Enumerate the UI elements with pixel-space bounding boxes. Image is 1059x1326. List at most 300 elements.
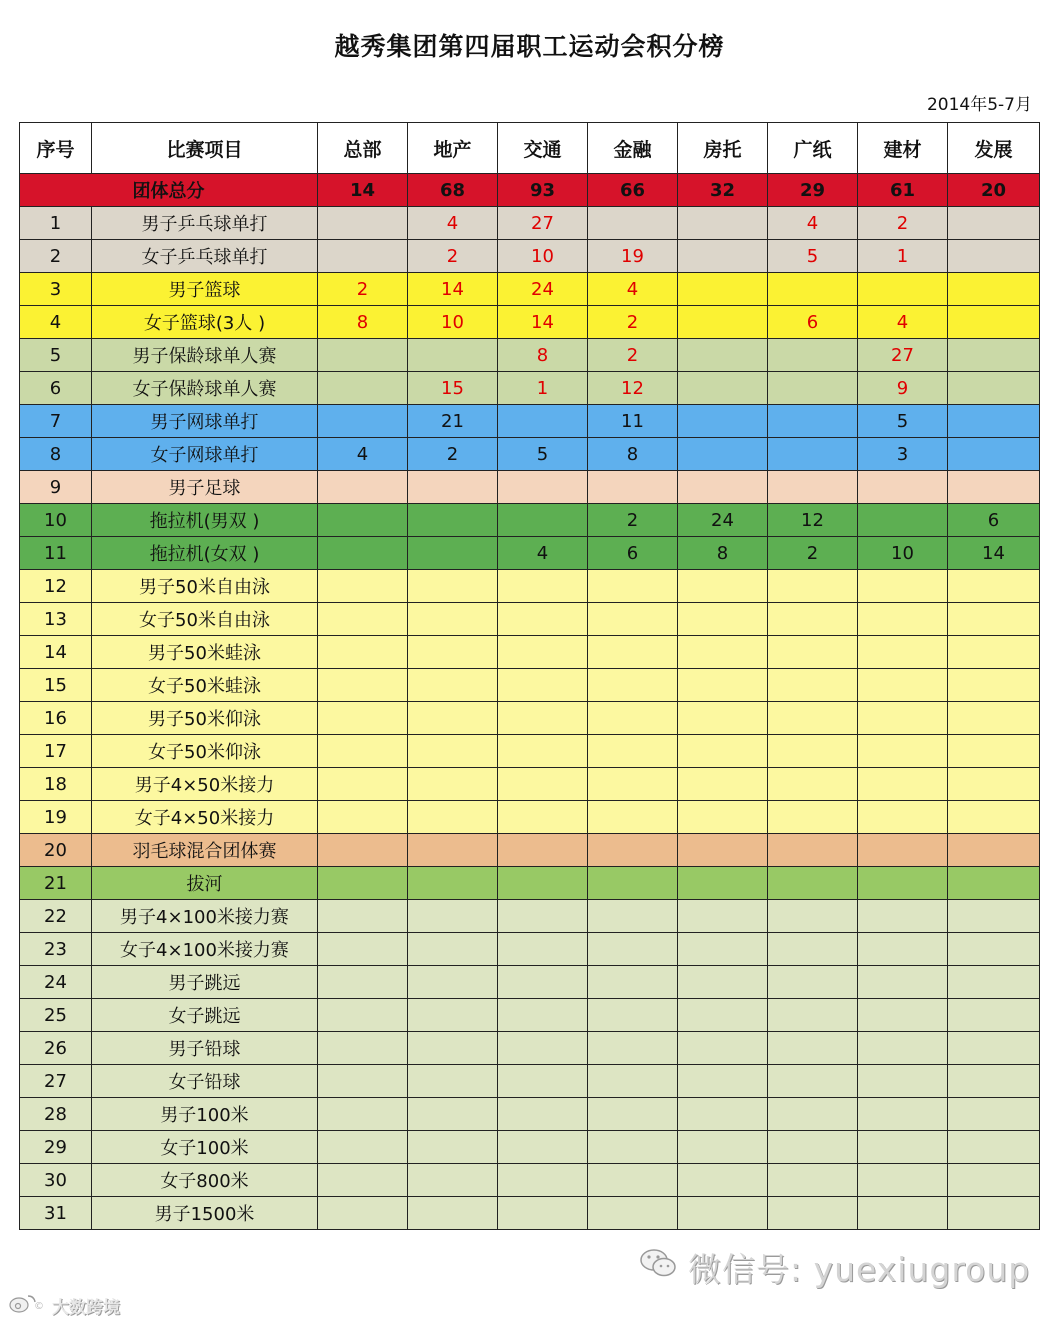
score-cell xyxy=(498,504,588,537)
score-cell: 10 xyxy=(498,240,588,273)
date-label: 2014年5-7月 xyxy=(926,95,1032,115)
score-cell xyxy=(678,735,768,768)
score-cell xyxy=(588,933,678,966)
score-cell xyxy=(318,471,408,504)
svg-text:©: © xyxy=(34,1301,44,1312)
score-cell xyxy=(948,603,1040,636)
score-cell: 5 xyxy=(498,438,588,471)
wechat-watermark xyxy=(650,1244,1030,1291)
event-name: 女子4×50米接力 xyxy=(92,801,318,834)
score-cell xyxy=(678,603,768,636)
score-cell xyxy=(318,999,408,1032)
score-cell xyxy=(588,669,678,702)
score-cell xyxy=(678,471,768,504)
event-name: 男子4×50米接力 xyxy=(92,768,318,801)
table-row xyxy=(20,636,1040,669)
score-cell xyxy=(318,603,408,636)
score-cell xyxy=(948,1032,1040,1065)
header-team: 建材 xyxy=(858,123,948,174)
score-cell xyxy=(768,1131,858,1164)
score-cell xyxy=(678,1065,768,1098)
event-name: 男子篮球 xyxy=(92,273,318,306)
header-team: 房托 xyxy=(678,123,768,174)
score-cell xyxy=(498,570,588,603)
score-cell xyxy=(498,1131,588,1164)
score-cell xyxy=(768,273,858,306)
score-cell xyxy=(408,1065,498,1098)
score-cell xyxy=(858,1164,948,1197)
score-cell xyxy=(498,933,588,966)
score-cell xyxy=(948,207,1040,240)
score-cell: 4 xyxy=(858,306,948,339)
score-cell: 12 xyxy=(588,372,678,405)
score-cell xyxy=(498,471,588,504)
score-cell xyxy=(768,1065,858,1098)
table-row xyxy=(20,933,1040,966)
score-cell: 2 xyxy=(858,207,948,240)
score-cell xyxy=(588,207,678,240)
event-name: 男子50米蛙泳 xyxy=(92,636,318,669)
score-cell xyxy=(858,900,948,933)
score-cell xyxy=(948,240,1040,273)
event-name: 男子乒乓球单打 xyxy=(92,207,318,240)
score-cell xyxy=(588,1032,678,1065)
score-cell xyxy=(588,1164,678,1197)
score-cell xyxy=(768,438,858,471)
score-cell xyxy=(498,834,588,867)
score-cell xyxy=(318,1197,408,1230)
score-cell xyxy=(318,339,408,372)
score-cell xyxy=(408,1098,498,1131)
score-cell xyxy=(498,1032,588,1065)
score-cell xyxy=(768,999,858,1032)
score-cell xyxy=(408,1164,498,1197)
score-cell xyxy=(948,999,1040,1032)
table-row xyxy=(20,1065,1040,1098)
score-cell xyxy=(948,372,1040,405)
score-cell xyxy=(408,999,498,1032)
score-cell xyxy=(948,1098,1040,1131)
score-cell xyxy=(408,1032,498,1065)
score-cell: 24 xyxy=(678,504,768,537)
row-number: 27 xyxy=(20,1065,92,1098)
score-cell xyxy=(858,999,948,1032)
score-cell xyxy=(948,801,1040,834)
score-cell xyxy=(678,867,768,900)
score-cell xyxy=(948,1065,1040,1098)
event-name: 拖拉机(女双 ) xyxy=(92,537,318,570)
score-cell xyxy=(678,900,768,933)
score-cell xyxy=(768,405,858,438)
event-name: 女子网球单打 xyxy=(92,438,318,471)
score-cell xyxy=(498,966,588,999)
score-cell xyxy=(498,702,588,735)
score-cell xyxy=(318,372,408,405)
event-name: 男子50米仰泳 xyxy=(92,702,318,735)
event-name: 男子网球单打 xyxy=(92,405,318,438)
score-cell xyxy=(678,339,768,372)
event-name: 女子800米 xyxy=(92,1164,318,1197)
row-number: 28 xyxy=(20,1098,92,1131)
score-cell: 2 xyxy=(588,339,678,372)
score-cell xyxy=(768,570,858,603)
row-number: 12 xyxy=(20,570,92,603)
score-cell xyxy=(768,1197,858,1230)
score-cell xyxy=(858,504,948,537)
header-team: 交通 xyxy=(498,123,588,174)
team-total-value: 93 xyxy=(498,174,588,207)
score-cell: 10 xyxy=(858,537,948,570)
table-row xyxy=(20,438,1040,471)
score-cell xyxy=(768,834,858,867)
score-cell xyxy=(768,603,858,636)
score-cell xyxy=(948,405,1040,438)
score-cell xyxy=(588,966,678,999)
team-total-label: 团体总分 xyxy=(20,174,318,207)
score-cell xyxy=(768,768,858,801)
score-cell xyxy=(678,966,768,999)
score-cell xyxy=(858,669,948,702)
header-team: 金融 xyxy=(588,123,678,174)
score-cell: 24 xyxy=(498,273,588,306)
row-number: 29 xyxy=(20,1131,92,1164)
score-cell xyxy=(498,999,588,1032)
score-cell xyxy=(678,999,768,1032)
score-cell xyxy=(318,834,408,867)
score-cell xyxy=(858,834,948,867)
table-row xyxy=(20,1164,1040,1197)
table-row xyxy=(20,867,1040,900)
event-name: 女子50米自由泳 xyxy=(92,603,318,636)
row-number: 25 xyxy=(20,999,92,1032)
score-cell xyxy=(678,438,768,471)
row-number: 2 xyxy=(20,240,92,273)
wechat-watermark-text: 微信号: yuexiugroup xyxy=(688,1250,1031,1289)
score-cell xyxy=(498,405,588,438)
score-cell xyxy=(858,867,948,900)
score-cell: 2 xyxy=(588,504,678,537)
score-cell: 14 xyxy=(408,273,498,306)
score-cell xyxy=(948,1164,1040,1197)
score-cell xyxy=(318,1131,408,1164)
event-name: 男子50米自由泳 xyxy=(92,570,318,603)
score-cell xyxy=(408,504,498,537)
score-cell xyxy=(588,999,678,1032)
weibo-watermark-text: 大数跨境 xyxy=(52,1298,120,1318)
row-number: 17 xyxy=(20,735,92,768)
score-cell xyxy=(678,1131,768,1164)
score-cell: 8 xyxy=(588,438,678,471)
table-row xyxy=(20,999,1040,1032)
score-cell xyxy=(498,669,588,702)
score-cell: 8 xyxy=(318,306,408,339)
score-cell: 9 xyxy=(858,372,948,405)
score-cell: 8 xyxy=(498,339,588,372)
event-name: 拖拉机(男双 ) xyxy=(92,504,318,537)
header-team: 地产 xyxy=(408,123,498,174)
score-cell xyxy=(588,1197,678,1230)
score-cell xyxy=(768,801,858,834)
score-cell xyxy=(678,669,768,702)
row-number: 19 xyxy=(20,801,92,834)
score-cell xyxy=(408,339,498,372)
row-number: 3 xyxy=(20,273,92,306)
row-number: 10 xyxy=(20,504,92,537)
score-cell: 27 xyxy=(498,207,588,240)
score-cell xyxy=(768,966,858,999)
table-row xyxy=(20,1098,1040,1131)
table-row xyxy=(20,801,1040,834)
row-number: 15 xyxy=(20,669,92,702)
score-cell xyxy=(408,933,498,966)
score-cell xyxy=(858,570,948,603)
score-cell xyxy=(858,471,948,504)
score-cell xyxy=(588,834,678,867)
score-cell xyxy=(768,702,858,735)
score-cell xyxy=(948,735,1040,768)
score-cell xyxy=(678,636,768,669)
event-name: 女子跳远 xyxy=(92,999,318,1032)
score-cell xyxy=(678,702,768,735)
score-cell xyxy=(408,471,498,504)
table-row xyxy=(20,900,1040,933)
score-cell xyxy=(318,801,408,834)
score-cell xyxy=(408,537,498,570)
score-cell xyxy=(948,834,1040,867)
team-total-value: 68 xyxy=(408,174,498,207)
score-cell xyxy=(858,603,948,636)
score-cell xyxy=(948,867,1040,900)
team-total-row xyxy=(20,174,1040,207)
score-cell xyxy=(318,867,408,900)
score-table xyxy=(19,122,1040,1230)
score-cell xyxy=(318,1098,408,1131)
score-cell: 6 xyxy=(768,306,858,339)
score-cell xyxy=(588,471,678,504)
score-cell: 14 xyxy=(498,306,588,339)
table-row xyxy=(20,702,1040,735)
score-cell: 2 xyxy=(318,273,408,306)
score-cell xyxy=(588,1131,678,1164)
score-cell xyxy=(588,900,678,933)
score-cell xyxy=(858,966,948,999)
table-row xyxy=(20,1131,1040,1164)
score-cell: 2 xyxy=(408,240,498,273)
table-row xyxy=(20,240,1040,273)
score-cell xyxy=(858,735,948,768)
row-number: 11 xyxy=(20,537,92,570)
score-cell xyxy=(948,933,1040,966)
score-cell xyxy=(768,636,858,669)
table-row xyxy=(20,471,1040,504)
score-cell xyxy=(318,702,408,735)
table-row xyxy=(20,768,1040,801)
score-cell xyxy=(498,867,588,900)
score-cell xyxy=(858,1065,948,1098)
score-cell xyxy=(948,702,1040,735)
event-name: 男子保龄球单人赛 xyxy=(92,339,318,372)
row-number: 18 xyxy=(20,768,92,801)
score-cell xyxy=(768,867,858,900)
score-cell: 1 xyxy=(858,240,948,273)
event-name: 女子篮球(3人 ) xyxy=(92,306,318,339)
row-number: 7 xyxy=(20,405,92,438)
score-cell xyxy=(858,1131,948,1164)
score-cell xyxy=(678,240,768,273)
team-total-value: 20 xyxy=(948,174,1040,207)
score-cell xyxy=(318,735,408,768)
score-cell xyxy=(858,933,948,966)
row-number: 16 xyxy=(20,702,92,735)
event-name: 女子乒乓球单打 xyxy=(92,240,318,273)
table-row xyxy=(20,537,1040,570)
score-cell xyxy=(678,801,768,834)
row-number: 14 xyxy=(20,636,92,669)
score-cell xyxy=(588,1098,678,1131)
score-cell xyxy=(768,1032,858,1065)
score-cell xyxy=(318,504,408,537)
score-cell xyxy=(768,735,858,768)
score-cell xyxy=(678,768,768,801)
score-cell xyxy=(498,1065,588,1098)
score-cell xyxy=(408,603,498,636)
score-cell xyxy=(948,966,1040,999)
score-cell xyxy=(408,867,498,900)
table-row xyxy=(20,570,1040,603)
score-cell xyxy=(408,768,498,801)
score-cell xyxy=(408,966,498,999)
score-cell xyxy=(588,735,678,768)
score-cell xyxy=(768,1098,858,1131)
score-cell xyxy=(408,1131,498,1164)
score-cell xyxy=(408,900,498,933)
table-row xyxy=(20,372,1040,405)
score-cell xyxy=(408,570,498,603)
score-cell xyxy=(318,1065,408,1098)
score-cell: 4 xyxy=(408,207,498,240)
score-cell xyxy=(318,570,408,603)
score-cell xyxy=(588,1065,678,1098)
score-cell xyxy=(318,207,408,240)
team-total-value: 29 xyxy=(768,174,858,207)
score-cell xyxy=(948,570,1040,603)
score-cell: 4 xyxy=(318,438,408,471)
table-row xyxy=(20,339,1040,372)
table-row xyxy=(20,306,1040,339)
weibo-watermark xyxy=(8,1293,120,1318)
score-cell xyxy=(678,570,768,603)
score-cell: 5 xyxy=(858,405,948,438)
table-row xyxy=(20,669,1040,702)
header-no: 序号 xyxy=(20,123,92,174)
event-name: 羽毛球混合团体赛 xyxy=(92,834,318,867)
score-cell xyxy=(768,372,858,405)
score-cell xyxy=(318,933,408,966)
score-cell xyxy=(948,306,1040,339)
score-cell: 4 xyxy=(768,207,858,240)
event-name: 女子铅球 xyxy=(92,1065,318,1098)
score-cell xyxy=(498,900,588,933)
score-cell xyxy=(588,801,678,834)
score-cell: 4 xyxy=(498,537,588,570)
score-cell: 4 xyxy=(588,273,678,306)
row-number: 4 xyxy=(20,306,92,339)
row-number: 22 xyxy=(20,900,92,933)
score-cell: 11 xyxy=(588,405,678,438)
score-cell xyxy=(768,339,858,372)
score-cell xyxy=(858,1197,948,1230)
score-cell xyxy=(858,1098,948,1131)
score-cell xyxy=(948,273,1040,306)
score-cell xyxy=(678,273,768,306)
header-event: 比赛项目 xyxy=(92,123,318,174)
event-name: 男子1500米 xyxy=(92,1197,318,1230)
score-cell xyxy=(678,306,768,339)
score-cell xyxy=(318,636,408,669)
event-name: 女子50米蛙泳 xyxy=(92,669,318,702)
score-cell xyxy=(858,636,948,669)
score-cell xyxy=(588,768,678,801)
score-cell xyxy=(318,768,408,801)
row-number: 1 xyxy=(20,207,92,240)
table-row xyxy=(20,966,1040,999)
row-number: 21 xyxy=(20,867,92,900)
header-team: 总部 xyxy=(318,123,408,174)
score-cell xyxy=(948,669,1040,702)
table-row xyxy=(20,735,1040,768)
score-cell: 6 xyxy=(588,537,678,570)
score-cell: 10 xyxy=(408,306,498,339)
score-cell xyxy=(408,1197,498,1230)
event-name: 男子跳远 xyxy=(92,966,318,999)
score-cell xyxy=(678,1098,768,1131)
score-cell: 27 xyxy=(858,339,948,372)
score-cell xyxy=(408,834,498,867)
score-cell xyxy=(498,636,588,669)
team-total-value: 32 xyxy=(678,174,768,207)
score-cell xyxy=(768,1164,858,1197)
table-row xyxy=(20,273,1040,306)
score-cell xyxy=(498,1164,588,1197)
score-cell xyxy=(948,636,1040,669)
page-title: 越秀集团第四届职工运动会积分榜 xyxy=(334,32,725,61)
score-cell xyxy=(588,603,678,636)
score-cell xyxy=(768,471,858,504)
score-cell xyxy=(948,1131,1040,1164)
event-name: 男子铅球 xyxy=(92,1032,318,1065)
score-cell xyxy=(498,1197,588,1230)
table-row xyxy=(20,1032,1040,1065)
score-cell xyxy=(858,801,948,834)
score-cell: 2 xyxy=(768,537,858,570)
score-cell xyxy=(858,768,948,801)
score-cell xyxy=(498,603,588,636)
score-cell xyxy=(318,240,408,273)
table-row xyxy=(20,405,1040,438)
score-cell xyxy=(408,801,498,834)
row-number: 26 xyxy=(20,1032,92,1065)
score-cell xyxy=(768,900,858,933)
score-cell: 12 xyxy=(768,504,858,537)
score-cell xyxy=(948,768,1040,801)
event-name: 女子保龄球单人赛 xyxy=(92,372,318,405)
score-cell xyxy=(588,636,678,669)
score-cell xyxy=(858,273,948,306)
score-cell xyxy=(408,669,498,702)
team-total-value: 66 xyxy=(588,174,678,207)
header-team: 发展 xyxy=(948,123,1040,174)
row-number: 6 xyxy=(20,372,92,405)
